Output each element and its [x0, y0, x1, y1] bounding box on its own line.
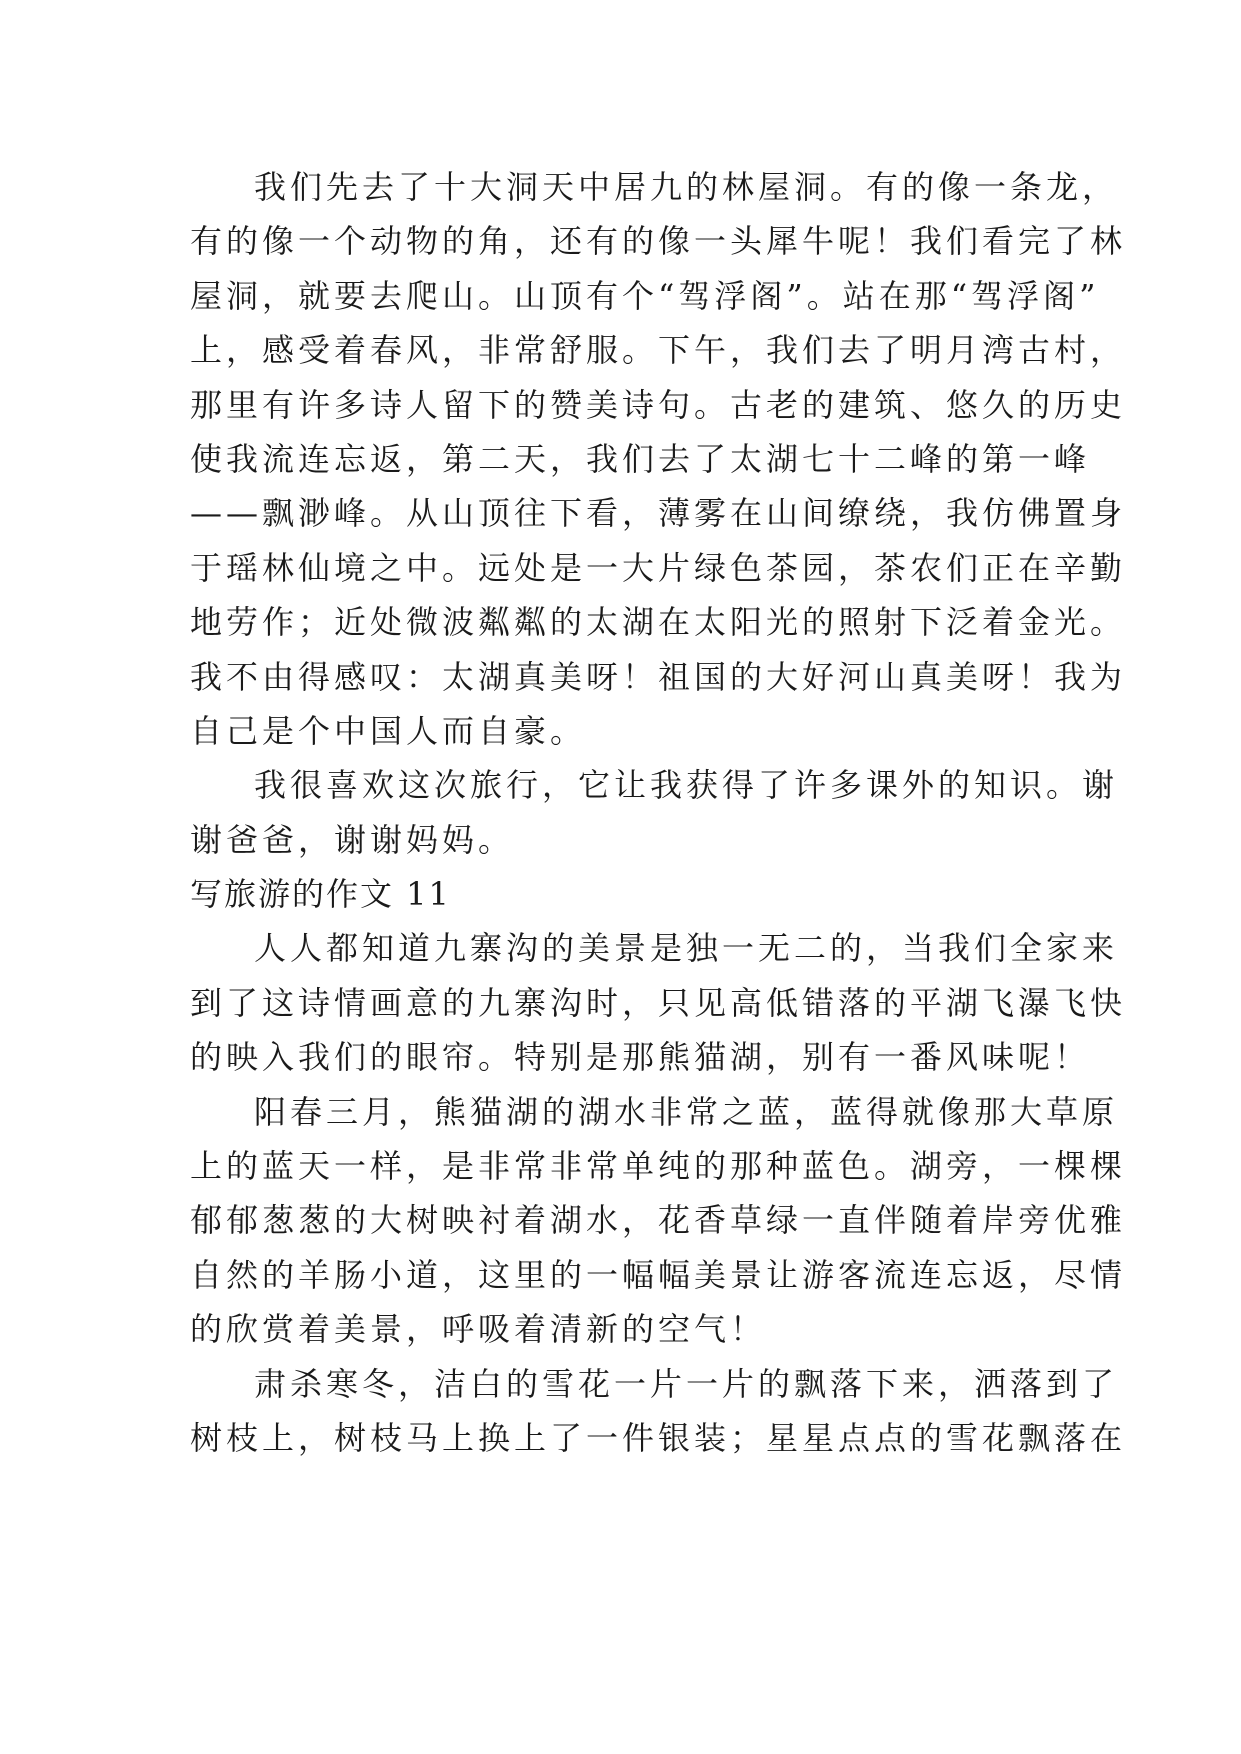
- paragraph-jiuzhaigou-intro: [190, 921, 1127, 1084]
- text-line: 树枝上，树枝马上换上了一件银装；星星点点的雪花飘落在: [190, 1418, 1127, 1457]
- text-line: 自己是个中国人而自豪。: [190, 711, 587, 750]
- text-line: 阳春三月，熊猫湖的湖水非常之蓝，蓝得就像那大草原: [254, 1092, 1119, 1131]
- paragraph-thanks: [190, 758, 1119, 867]
- text-line: 那里有许多诗人留下的赞美诗句。古老的建筑、悠久的历史: [190, 385, 1127, 424]
- text-line: 自然的羊肠小道，这里的一幅幅美景让游客流连忘返，尽情: [190, 1255, 1127, 1294]
- text-line: 的映入我们的眼帘。特别是那熊猫湖，别有一番风味呢！: [190, 1038, 1091, 1077]
- text-line: 谢爸爸，谢谢妈妈。: [190, 820, 515, 859]
- text-line: 到了这诗情画意的九寨沟时，只见高低错落的平湖飞瀑飞快: [190, 983, 1127, 1022]
- text-line: 上，感受着春风，非常舒服。下午，我们去了明月湾古村，: [190, 331, 1127, 370]
- paragraph-spring: [190, 1085, 1127, 1357]
- document-body: [190, 160, 1127, 1465]
- text-line: 我们先去了十大洞天中居九的林屋洞。有的像一条龙，: [254, 168, 1119, 206]
- text-line: 有的像一个动物的角，还有的像一头犀牛呢！我们看完了林: [190, 222, 1127, 261]
- text-line: 的欣赏着美景，呼吸着清新的空气！: [190, 1310, 767, 1349]
- text-line: 肃杀寒冬，洁白的雪花一片一片的飘落下来，洒落到了: [254, 1364, 1119, 1403]
- paragraph-lin-wu-cave: [190, 160, 1127, 758]
- text-line: 郁郁葱葱的大树映衬着湖水，花香草绿一直伴随着岸旁优雅: [190, 1201, 1127, 1240]
- text-line: 我很喜欢这次旅行，它让我获得了许多课外的知识。谢: [254, 766, 1119, 805]
- text-line: 使我流连忘返，第二天，我们去了太湖七十二峰的第一峰: [190, 439, 1091, 478]
- text-line: 人人都知道九寨沟的美景是独一无二的，当我们全家来: [254, 929, 1119, 968]
- text-line: 地劳作；近处微波粼粼的太湖在太阳光的照射下泛着金光。: [190, 603, 1127, 642]
- paragraph-winter: [190, 1357, 1127, 1466]
- text-line: ——飘渺峰。从山顶往下看，薄雾在山间缭绕，我仿佛置身: [190, 494, 1127, 533]
- text-line: 我不由得感叹：太湖真美呀！祖国的大好河山真美呀！我为: [190, 657, 1127, 696]
- text-line: 上的蓝天一样，是非常非常单纯的那种蓝色。湖旁，一棵棵: [190, 1147, 1127, 1186]
- essay-heading: 写旅游的作文 11: [190, 875, 451, 914]
- text-line: 于瑶林仙境之中。远处是一大片绿色茶园，茶农们正在辛勤: [190, 548, 1127, 587]
- text-line: 屋洞，就要去爬山。山顶有个“驾浮阁”。站在那“驾浮阁”: [190, 276, 1100, 315]
